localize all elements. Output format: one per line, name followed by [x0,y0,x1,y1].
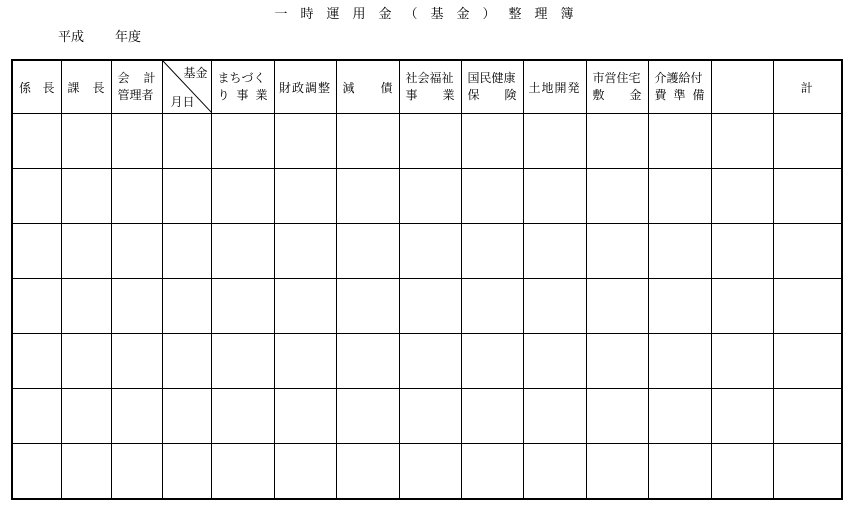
table-cell[interactable] [461,334,523,389]
table-cell[interactable] [648,279,711,334]
header-total: 計 [773,60,842,114]
table-cell[interactable] [211,224,274,279]
table-row [12,169,842,224]
table-cell[interactable] [274,444,336,500]
header-month-day-label: 月日 [170,95,195,109]
table-cell[interactable] [586,114,648,169]
table-cell[interactable] [336,334,399,389]
table-cell[interactable] [711,224,773,279]
table-cell[interactable] [111,389,162,444]
table-cell[interactable] [648,334,711,389]
header-tochi-kaihatsu: 土地開発 [523,60,586,114]
table-cell[interactable] [274,389,336,444]
table-cell[interactable] [773,334,842,389]
table-cell[interactable] [61,334,111,389]
ledger-body [12,114,842,500]
table-cell[interactable] [648,169,711,224]
header-fund-label: 基金 [183,66,208,80]
header-kokumin-kenko: 国民健康 保 険 [461,60,523,114]
table-row [12,224,842,279]
table-cell[interactable] [523,114,586,169]
table-cell[interactable] [211,334,274,389]
table-cell[interactable] [586,279,648,334]
table-cell[interactable] [162,389,211,444]
table-cell[interactable] [12,389,61,444]
header-gensai: 減 債 [336,60,399,114]
table-cell[interactable] [61,169,111,224]
table-cell[interactable] [461,444,523,500]
table-cell[interactable] [523,279,586,334]
table-row [12,334,842,389]
table-cell[interactable] [111,169,162,224]
header-kacho: 課 長 [61,60,111,114]
header-shakai-fukushi: 社会福祉 事 業 [399,60,461,114]
table-cell[interactable] [162,169,211,224]
table-cell[interactable] [274,169,336,224]
table-cell[interactable] [61,114,111,169]
table-row [12,279,842,334]
table-cell[interactable] [336,279,399,334]
table-cell[interactable] [711,114,773,169]
table-cell[interactable] [162,334,211,389]
table-cell[interactable] [162,114,211,169]
table-cell[interactable] [336,444,399,500]
header-blank [711,60,773,114]
table-cell[interactable] [523,224,586,279]
table-cell[interactable] [461,224,523,279]
header-diagonal-fund-date [162,60,211,114]
table-cell[interactable] [12,334,61,389]
table-cell[interactable] [12,279,61,334]
header-kakaricho: 係 長 [12,60,61,114]
table-cell[interactable] [336,389,399,444]
table-cell[interactable] [586,169,648,224]
table-cell[interactable] [523,169,586,224]
era-name: 平成 [58,30,85,45]
table-cell[interactable] [162,224,211,279]
table-cell[interactable] [336,224,399,279]
table-cell[interactable] [399,224,461,279]
table-cell[interactable] [61,279,111,334]
table-row [12,114,842,169]
table-cell[interactable] [773,279,842,334]
table-cell[interactable] [12,224,61,279]
table-cell[interactable] [711,169,773,224]
table-cell[interactable] [211,444,274,500]
table-cell[interactable] [461,169,523,224]
table-row [12,444,842,500]
table-cell[interactable] [274,114,336,169]
table-cell[interactable] [111,444,162,500]
table-cell[interactable] [773,114,842,169]
table-cell[interactable] [399,444,461,500]
header-shiei-jutaku: 市営住宅 敷 金 [586,60,648,114]
header-kaigo-kyufu: 介護給付 費 準 備 [648,60,711,114]
table-cell[interactable] [399,114,461,169]
table-cell[interactable] [648,444,711,500]
table-cell[interactable] [111,114,162,169]
table-cell[interactable] [111,279,162,334]
table-cell[interactable] [586,389,648,444]
table-cell[interactable] [274,279,336,334]
header-machizukuri: まちづく り 事 業 [211,60,274,114]
table-row [12,389,842,444]
table-cell[interactable] [211,169,274,224]
table-cell[interactable] [586,444,648,500]
table-cell[interactable] [399,389,461,444]
table-cell[interactable] [461,279,523,334]
table-cell[interactable] [274,334,336,389]
fiscal-year-line [58,26,141,45]
table-cell[interactable] [211,279,274,334]
table-cell[interactable] [461,114,523,169]
table-cell[interactable] [399,169,461,224]
table-cell[interactable] [711,279,773,334]
table-cell[interactable] [211,389,274,444]
table-cell[interactable] [711,444,773,500]
table-cell[interactable] [773,169,842,224]
fund-ledger-table [11,59,843,500]
table-cell[interactable] [111,224,162,279]
table-cell[interactable] [399,334,461,389]
table-cell[interactable] [61,389,111,444]
table-cell[interactable] [461,389,523,444]
table-cell[interactable] [12,114,61,169]
table-cell[interactable] [336,169,399,224]
table-cell[interactable] [523,444,586,500]
header-row [12,60,842,114]
table-cell[interactable] [12,444,61,500]
table-cell[interactable] [162,444,211,500]
table-cell[interactable] [111,334,162,389]
table-cell[interactable] [162,279,211,334]
table-cell[interactable] [648,114,711,169]
table-cell[interactable] [648,224,711,279]
table-cell[interactable] [523,334,586,389]
table-cell[interactable] [586,334,648,389]
table-cell[interactable] [586,224,648,279]
table-cell[interactable] [523,389,586,444]
table-cell[interactable] [61,224,111,279]
table-cell[interactable] [61,444,111,500]
header-zaisei-chosei: 財政調整 [274,60,336,114]
header-kaikei-kanrisha: 会 計 管理者 [111,60,162,114]
table-cell[interactable] [211,114,274,169]
table-cell[interactable] [336,114,399,169]
table-cell[interactable] [12,169,61,224]
table-cell[interactable] [399,279,461,334]
table-cell[interactable] [648,389,711,444]
document-title: 一時運用金（基金）整理簿 [274,7,587,22]
table-cell[interactable] [773,389,842,444]
table-cell[interactable] [711,389,773,444]
fiscal-year-label: 年度 [115,30,142,45]
table-cell[interactable] [711,334,773,389]
table-cell[interactable] [773,444,842,500]
table-cell[interactable] [274,224,336,279]
table-cell[interactable] [773,224,842,279]
